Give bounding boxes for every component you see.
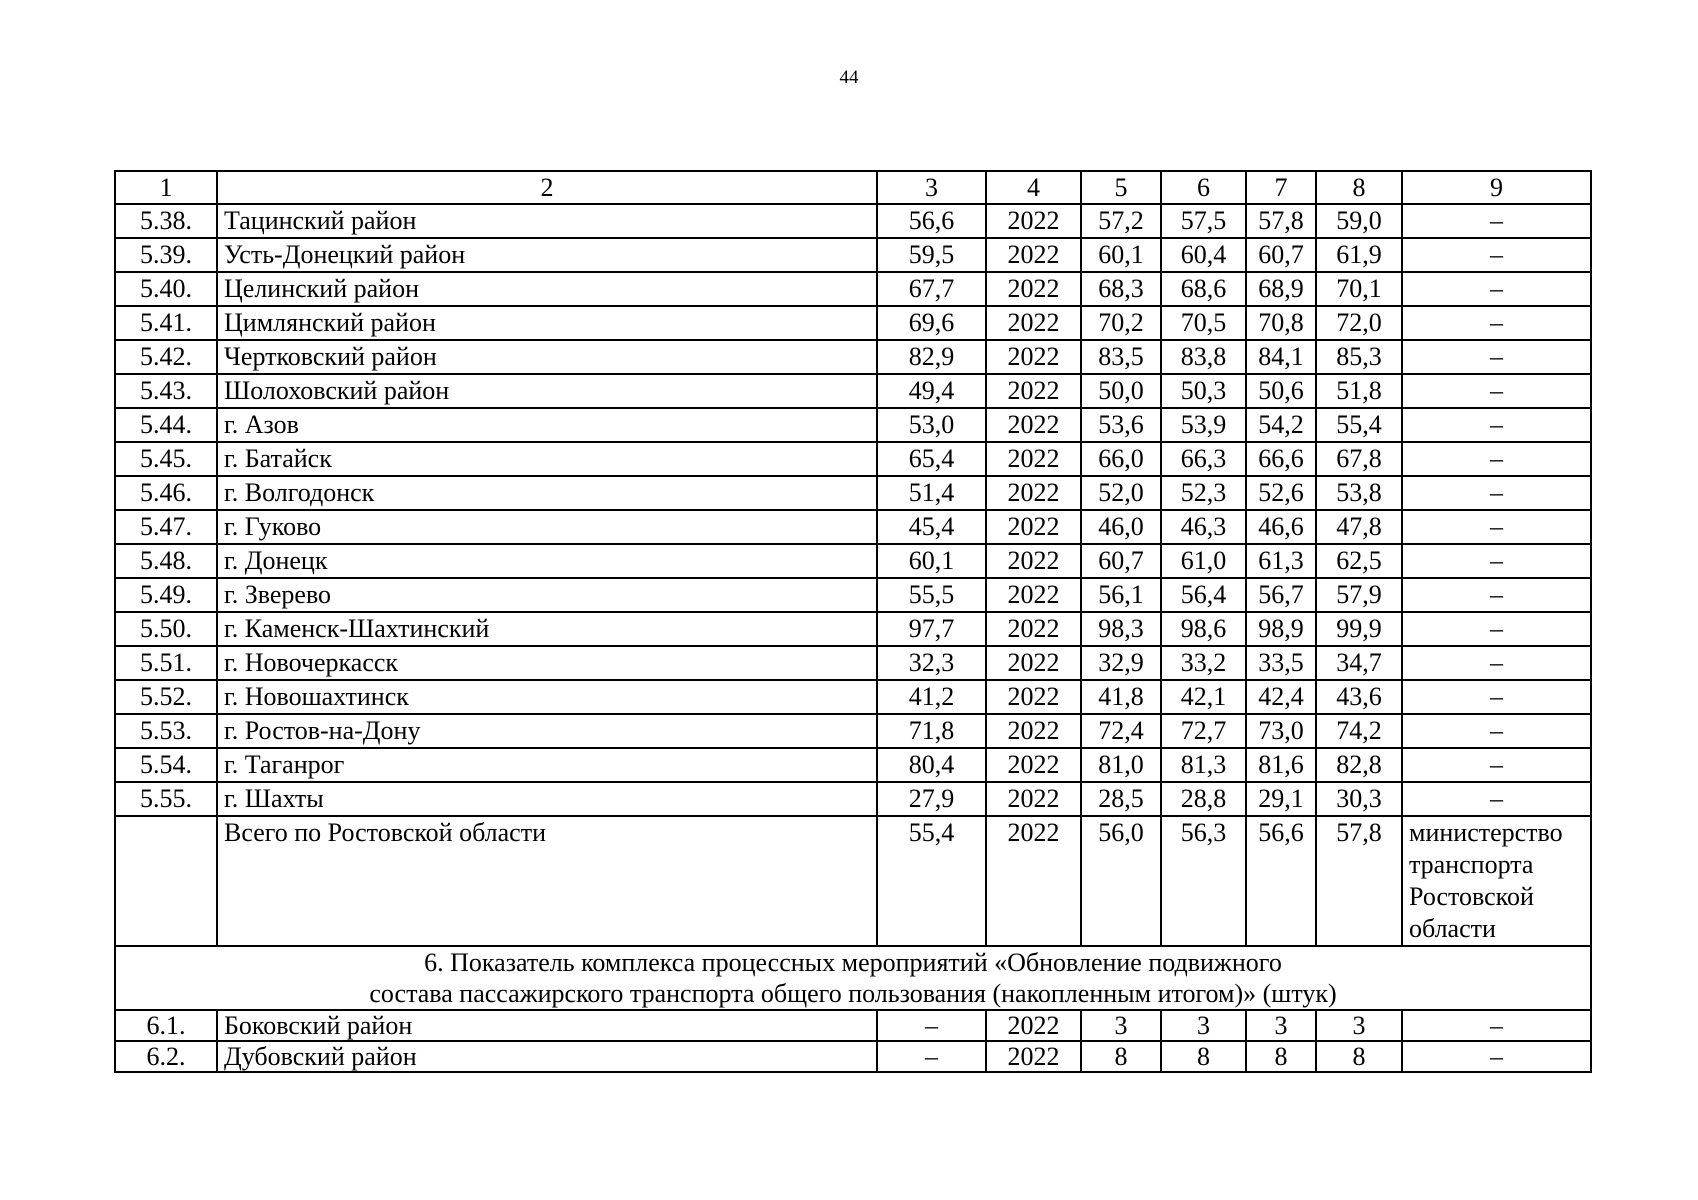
value-cell-c3: –	[877, 1041, 986, 1072]
value-cell-c9: –	[1402, 578, 1591, 612]
value-cell-c6: 57,5	[1161, 204, 1246, 238]
value-cell-c3: 65,4	[877, 442, 986, 476]
value-cell-c4: 2022	[986, 272, 1081, 306]
total-row	[115, 816, 1591, 946]
value-cell-c5: 60,1	[1081, 238, 1161, 272]
value-cell-c7: 42,4	[1246, 680, 1316, 714]
column-number-cell: 9	[1402, 171, 1591, 204]
value-cell-c7: 98,9	[1246, 612, 1316, 646]
value-cell-c9: –	[1402, 442, 1591, 476]
territory-name-cell: г. Зверево	[217, 578, 877, 612]
value-cell-c7: 66,6	[1246, 442, 1316, 476]
value-cell-c5: 83,5	[1081, 340, 1161, 374]
value-cell-c4: 2022	[986, 238, 1081, 272]
value-cell-c4: 2022	[986, 442, 1081, 476]
value-cell-c3: 97,7	[877, 612, 986, 646]
value-cell-c3: 45,4	[877, 510, 986, 544]
value-cell-c7: 84,1	[1246, 340, 1316, 374]
value-cell-c9: –	[1402, 272, 1591, 306]
table-row	[115, 578, 1591, 612]
row-number-cell: 5.55.	[115, 782, 217, 816]
value-cell-c7: 52,6	[1246, 476, 1316, 510]
value-cell-c4: 2022	[986, 646, 1081, 680]
value-cell-c7: 29,1	[1246, 782, 1316, 816]
total-value-cell-c4: 2022	[986, 816, 1081, 946]
row-number-cell: 5.52.	[115, 680, 217, 714]
value-cell-c6: 42,1	[1161, 680, 1246, 714]
total-value-cell-c6: 56,3	[1161, 816, 1246, 946]
row-number-cell: 5.54.	[115, 748, 217, 782]
value-cell-c4: 2022	[986, 544, 1081, 578]
section-heading	[115, 946, 1591, 1010]
table-row	[115, 306, 1591, 340]
value-cell-c7: 68,9	[1246, 272, 1316, 306]
value-cell-c6: 98,6	[1161, 612, 1246, 646]
row-number-cell: 5.47.	[115, 510, 217, 544]
value-cell-c7: 46,6	[1246, 510, 1316, 544]
value-cell-c6: 53,9	[1161, 408, 1246, 442]
value-cell-c4: 2022	[986, 680, 1081, 714]
value-cell-c5: 70,2	[1081, 306, 1161, 340]
table-row	[115, 204, 1591, 238]
value-cell-c5: 52,0	[1081, 476, 1161, 510]
value-cell-c8: 72,0	[1316, 306, 1402, 340]
value-cell-c6: 72,7	[1161, 714, 1246, 748]
row-number-cell: 5.48.	[115, 544, 217, 578]
value-cell-c6: 33,2	[1161, 646, 1246, 680]
value-cell-c3: 55,5	[877, 578, 986, 612]
value-cell-c8: 30,3	[1316, 782, 1402, 816]
value-cell-c6: 61,0	[1161, 544, 1246, 578]
total-value-cell-c8: 57,8	[1316, 816, 1402, 946]
value-cell-c6: 60,4	[1161, 238, 1246, 272]
value-cell-c8: 62,5	[1316, 544, 1402, 578]
value-cell-c6: 68,6	[1161, 272, 1246, 306]
table-row	[115, 646, 1591, 680]
value-cell-c5: 68,3	[1081, 272, 1161, 306]
value-cell-c8: 57,9	[1316, 578, 1402, 612]
territory-name-cell: Целинский район	[217, 272, 877, 306]
value-cell-c3: –	[877, 1010, 986, 1041]
value-cell-c9: –	[1402, 204, 1591, 238]
value-cell-c4: 2022	[986, 1041, 1081, 1072]
column-number-cell: 6	[1161, 171, 1246, 204]
territory-name-cell: г. Ростов-на-Дону	[217, 714, 877, 748]
table-row	[115, 374, 1591, 408]
section-heading-line: 6. Показатель комплекса процессных мероприятий «Обновление подвижного	[424, 948, 1282, 977]
responsible-executor-cell: министерство транспорта Ростовской области	[1402, 816, 1591, 946]
value-cell-c8: 85,3	[1316, 340, 1402, 374]
value-cell-c9: –	[1402, 340, 1591, 374]
value-cell-c6: 66,3	[1161, 442, 1246, 476]
territory-name-cell: Чертковский район	[217, 340, 877, 374]
value-cell-c7: 61,3	[1246, 544, 1316, 578]
value-cell-c4: 2022	[986, 408, 1081, 442]
value-cell-c9: –	[1402, 238, 1591, 272]
value-cell-c3: 59,5	[877, 238, 986, 272]
value-cell-c9: –	[1402, 782, 1591, 816]
value-cell-c3: 53,0	[877, 408, 986, 442]
territory-name-cell: Тацинский район	[217, 204, 877, 238]
value-cell-c8: 70,1	[1316, 272, 1402, 306]
value-cell-c7: 8	[1246, 1041, 1316, 1072]
table-row	[115, 1041, 1591, 1072]
total-value-cell-c7: 56,6	[1246, 816, 1316, 946]
column-number-cell: 8	[1316, 171, 1402, 204]
total-value-cell-c3: 55,4	[877, 816, 986, 946]
value-cell-c8: 8	[1316, 1041, 1402, 1072]
value-cell-c8: 82,8	[1316, 748, 1402, 782]
value-cell-c6: 8	[1161, 1041, 1246, 1072]
row-number-cell: 5.46.	[115, 476, 217, 510]
value-cell-c6: 28,8	[1161, 782, 1246, 816]
value-cell-c8: 67,8	[1316, 442, 1402, 476]
value-cell-c3: 60,1	[877, 544, 986, 578]
table-row	[115, 680, 1591, 714]
total-name-cell: Всего по Ростовской области	[217, 816, 877, 946]
value-cell-c8: 53,8	[1316, 476, 1402, 510]
value-cell-c5: 57,2	[1081, 204, 1161, 238]
value-cell-c4: 2022	[986, 612, 1081, 646]
table-row	[115, 340, 1591, 374]
value-cell-c9: –	[1402, 306, 1591, 340]
table-row	[115, 476, 1591, 510]
column-number-header-row	[115, 171, 1591, 204]
value-cell-c3: 49,4	[877, 374, 986, 408]
territory-name-cell: Цимлянский район	[217, 306, 877, 340]
value-cell-c7: 60,7	[1246, 238, 1316, 272]
value-cell-c5: 50,0	[1081, 374, 1161, 408]
table-row	[115, 408, 1591, 442]
value-cell-c9: –	[1402, 714, 1591, 748]
value-cell-c7: 54,2	[1246, 408, 1316, 442]
column-number-cell: 5	[1081, 171, 1161, 204]
territory-name-cell: г. Новошахтинск	[217, 680, 877, 714]
table-row	[115, 238, 1591, 272]
value-cell-c6: 46,3	[1161, 510, 1246, 544]
value-cell-c5: 3	[1081, 1010, 1161, 1041]
row-number-cell: 5.38.	[115, 204, 217, 238]
row-number-cell: 5.41.	[115, 306, 217, 340]
column-number-cell: 4	[986, 171, 1081, 204]
value-cell-c6: 3	[1161, 1010, 1246, 1041]
value-cell-c3: 67,7	[877, 272, 986, 306]
value-cell-c5: 56,1	[1081, 578, 1161, 612]
value-cell-c5: 8	[1081, 1041, 1161, 1072]
value-cell-c3: 32,3	[877, 646, 986, 680]
value-cell-c8: 47,8	[1316, 510, 1402, 544]
table-row	[115, 748, 1591, 782]
territory-name-cell: г. Шахты	[217, 782, 877, 816]
value-cell-c5: 72,4	[1081, 714, 1161, 748]
row-number-cell: 5.45.	[115, 442, 217, 476]
value-cell-c7: 57,8	[1246, 204, 1316, 238]
table-row	[115, 510, 1591, 544]
value-cell-c3: 82,9	[877, 340, 986, 374]
territory-name-cell: г. Азов	[217, 408, 877, 442]
value-cell-c4: 2022	[986, 748, 1081, 782]
value-cell-c4: 2022	[986, 476, 1081, 510]
value-cell-c4: 2022	[986, 306, 1081, 340]
row-number-cell: 6.1.	[115, 1010, 217, 1041]
value-cell-c7: 56,7	[1246, 578, 1316, 612]
row-number-cell: 5.44.	[115, 408, 217, 442]
value-cell-c8: 51,8	[1316, 374, 1402, 408]
column-number-cell: 7	[1246, 171, 1316, 204]
value-cell-c8: 74,2	[1316, 714, 1402, 748]
value-cell-c8: 61,9	[1316, 238, 1402, 272]
value-cell-c9: –	[1402, 510, 1591, 544]
territory-name-cell: г. Волгодонск	[217, 476, 877, 510]
value-cell-c4: 2022	[986, 1010, 1081, 1041]
empty-number-cell	[115, 816, 217, 946]
territory-name-cell: Боковский район	[217, 1010, 877, 1041]
value-cell-c4: 2022	[986, 204, 1081, 238]
row-number-cell: 5.40.	[115, 272, 217, 306]
value-cell-c6: 81,3	[1161, 748, 1246, 782]
value-cell-c8: 34,7	[1316, 646, 1402, 680]
territory-name-cell: Дубовский район	[217, 1041, 877, 1072]
column-number-cell: 3	[877, 171, 986, 204]
value-cell-c5: 46,0	[1081, 510, 1161, 544]
row-number-cell: 6.2.	[115, 1041, 217, 1072]
territory-name-cell: г. Новочеркасск	[217, 646, 877, 680]
table-row	[115, 612, 1591, 646]
territory-name-cell: г. Таганрог	[217, 748, 877, 782]
section-heading-line: состава пассажирского транспорта общего пользования (накопленным итогом)» (штук)	[369, 979, 1337, 1008]
territory-name-cell: Шолоховский район	[217, 374, 877, 408]
value-cell-c9: –	[1402, 1010, 1591, 1041]
value-cell-c3: 41,2	[877, 680, 986, 714]
value-cell-c9: –	[1402, 476, 1591, 510]
value-cell-c6: 50,3	[1161, 374, 1246, 408]
table-row	[115, 272, 1591, 306]
value-cell-c3: 80,4	[877, 748, 986, 782]
value-cell-c5: 28,5	[1081, 782, 1161, 816]
table-row	[115, 544, 1591, 578]
value-cell-c3: 27,9	[877, 782, 986, 816]
value-cell-c9: –	[1402, 408, 1591, 442]
value-cell-c5: 32,9	[1081, 646, 1161, 680]
total-value-cell-c5: 56,0	[1081, 816, 1161, 946]
section-heading-row	[115, 946, 1591, 1010]
value-cell-c7: 81,6	[1246, 748, 1316, 782]
value-cell-c8: 59,0	[1316, 204, 1402, 238]
value-cell-c9: –	[1402, 374, 1591, 408]
table-row	[115, 714, 1591, 748]
value-cell-c5: 81,0	[1081, 748, 1161, 782]
value-cell-c5: 41,8	[1081, 680, 1161, 714]
row-number-cell: 5.42.	[115, 340, 217, 374]
row-number-cell: 5.50.	[115, 612, 217, 646]
value-cell-c6: 83,8	[1161, 340, 1246, 374]
value-cell-c8: 43,6	[1316, 680, 1402, 714]
value-cell-c5: 53,6	[1081, 408, 1161, 442]
territory-name-cell: г. Батайск	[217, 442, 877, 476]
territory-name-cell: г. Каменск-Шахтинский	[217, 612, 877, 646]
row-number-cell: 5.49.	[115, 578, 217, 612]
value-cell-c4: 2022	[986, 578, 1081, 612]
table-row	[115, 442, 1591, 476]
territory-name-cell: г. Гуково	[217, 510, 877, 544]
value-cell-c9: –	[1402, 612, 1591, 646]
indicator-table	[114, 170, 1592, 1073]
row-number-cell: 5.53.	[115, 714, 217, 748]
row-number-cell: 5.43.	[115, 374, 217, 408]
value-cell-c5: 66,0	[1081, 442, 1161, 476]
page-number: 44	[839, 67, 859, 88]
table-row	[115, 1010, 1591, 1041]
value-cell-c3: 51,4	[877, 476, 986, 510]
value-cell-c7: 73,0	[1246, 714, 1316, 748]
value-cell-c3: 71,8	[877, 714, 986, 748]
value-cell-c9: –	[1402, 748, 1591, 782]
value-cell-c9: –	[1402, 1041, 1591, 1072]
value-cell-c9: –	[1402, 646, 1591, 680]
value-cell-c4: 2022	[986, 714, 1081, 748]
value-cell-c7: 70,8	[1246, 306, 1316, 340]
value-cell-c7: 3	[1246, 1010, 1316, 1041]
value-cell-c8: 55,4	[1316, 408, 1402, 442]
value-cell-c9: –	[1402, 680, 1591, 714]
value-cell-c9: –	[1402, 544, 1591, 578]
column-number-cell: 1	[115, 171, 217, 204]
value-cell-c4: 2022	[986, 782, 1081, 816]
value-cell-c3: 56,6	[877, 204, 986, 238]
column-number-cell: 2	[217, 171, 877, 204]
row-number-cell: 5.51.	[115, 646, 217, 680]
value-cell-c7: 50,6	[1246, 374, 1316, 408]
value-cell-c6: 70,5	[1161, 306, 1246, 340]
value-cell-c8: 3	[1316, 1010, 1402, 1041]
value-cell-c4: 2022	[986, 374, 1081, 408]
value-cell-c4: 2022	[986, 510, 1081, 544]
value-cell-c6: 56,4	[1161, 578, 1246, 612]
value-cell-c7: 33,5	[1246, 646, 1316, 680]
row-number-cell: 5.39.	[115, 238, 217, 272]
value-cell-c3: 69,6	[877, 306, 986, 340]
value-cell-c8: 99,9	[1316, 612, 1402, 646]
value-cell-c4: 2022	[986, 340, 1081, 374]
value-cell-c6: 52,3	[1161, 476, 1246, 510]
value-cell-c5: 98,3	[1081, 612, 1161, 646]
territory-name-cell: Усть-Донецкий район	[217, 238, 877, 272]
table-row	[115, 782, 1591, 816]
value-cell-c5: 60,7	[1081, 544, 1161, 578]
territory-name-cell: г. Донецк	[217, 544, 877, 578]
